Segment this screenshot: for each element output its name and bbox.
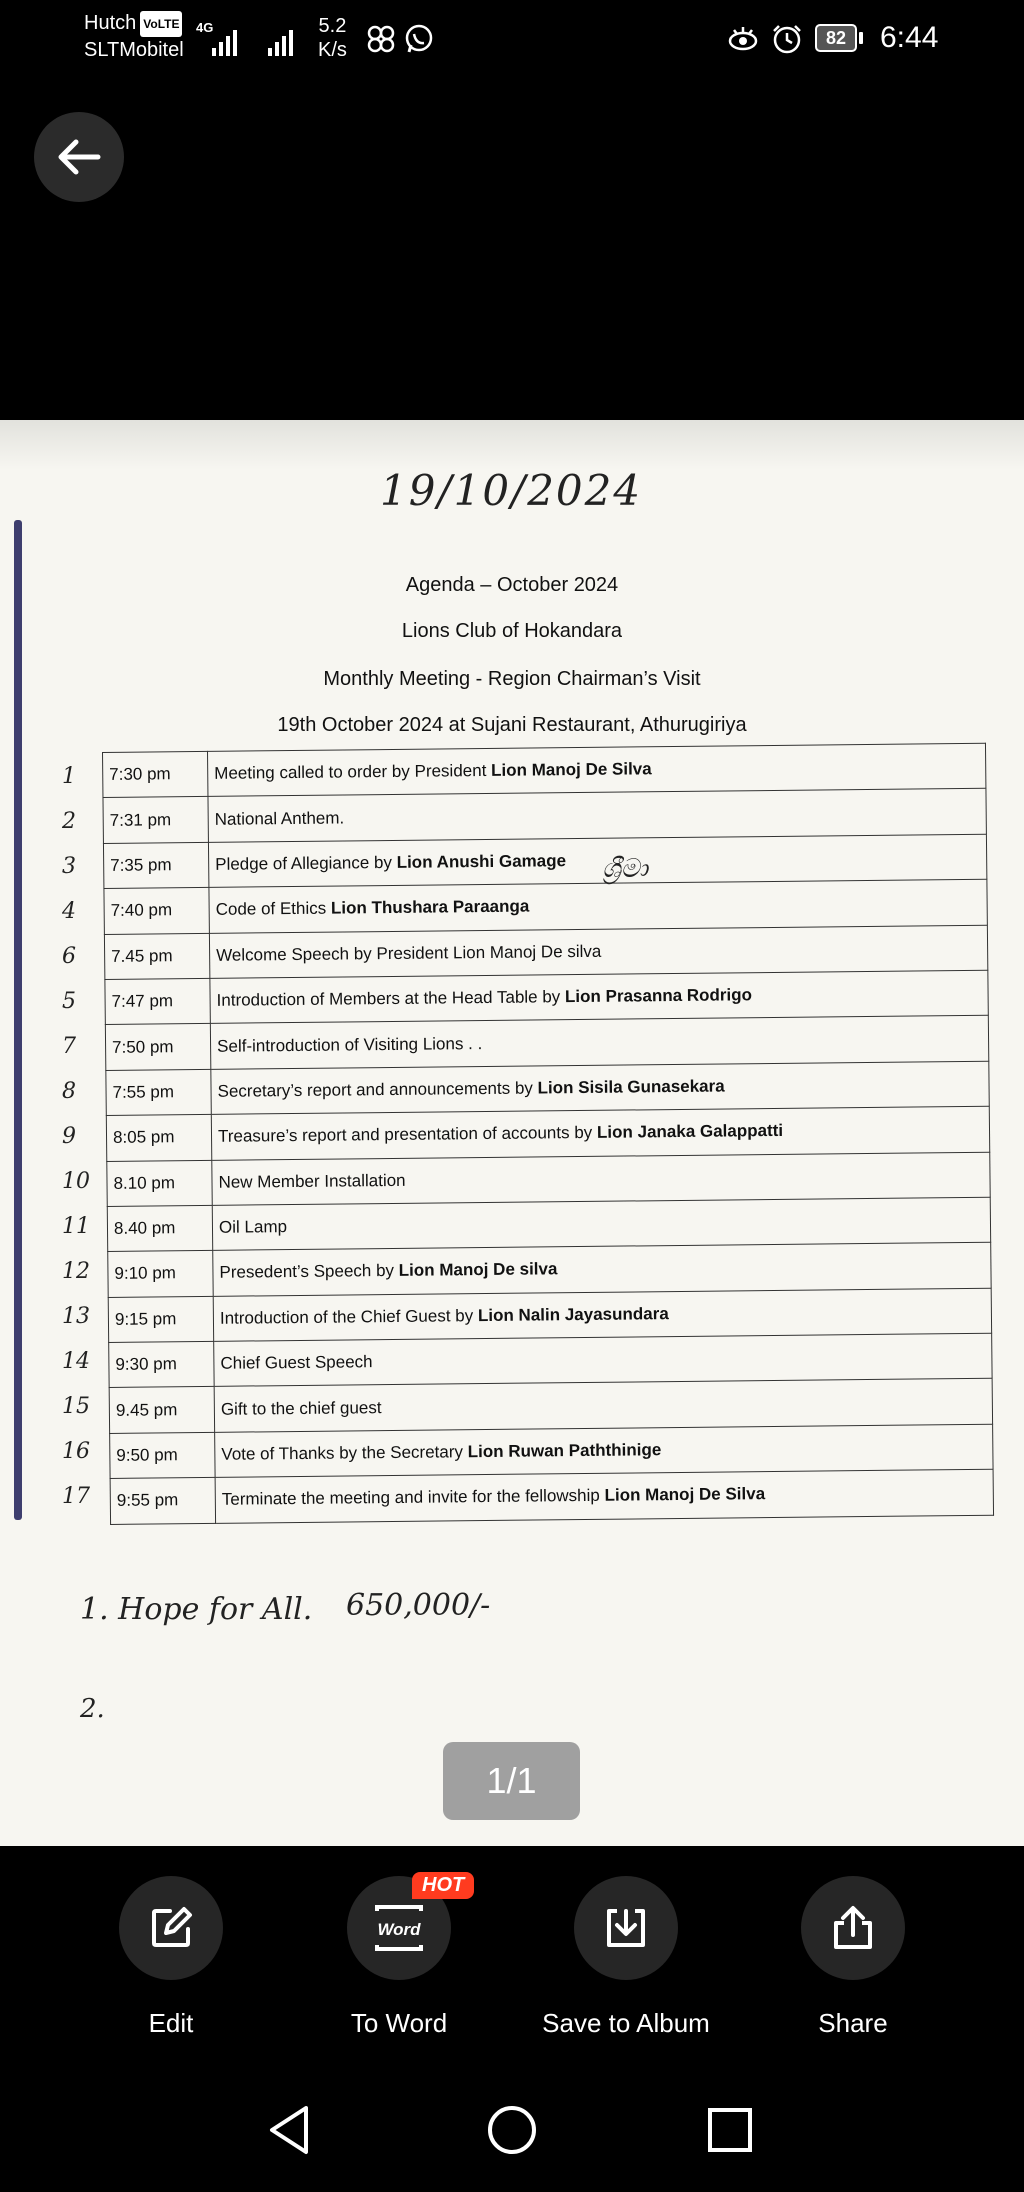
to-word-label: To Word (350, 2008, 448, 2038)
agenda-description (211, 1106, 989, 1160)
agenda-person: Lion Ruwan Paththinige (467, 1440, 662, 1462)
agenda-description (211, 1061, 989, 1115)
agenda-row (110, 1469, 993, 1524)
agenda-time: 9:50 pm (110, 1432, 215, 1478)
eye-comfort-icon (726, 22, 760, 56)
agenda-text: National Anthem. (214, 808, 345, 829)
agenda-time: 7:35 pm (103, 842, 208, 888)
carrier-1: Hutch (84, 12, 137, 34)
whatsapp-icon (402, 22, 436, 56)
row-number: 7 (62, 1034, 76, 1059)
share-icon (830, 1905, 876, 1951)
row-number: 5 (62, 989, 76, 1014)
agenda-description (212, 1197, 990, 1251)
agenda-description (214, 1379, 992, 1433)
agenda-text: Introduction of Members at the Head Table by (216, 987, 566, 1010)
agenda-text: Gift to the chief guest (220, 1397, 382, 1419)
agenda-time: 9:10 pm (108, 1251, 213, 1297)
agenda-time: 9:55 pm (110, 1478, 215, 1524)
arrow-left-icon (54, 132, 104, 182)
agenda-description (209, 879, 987, 933)
date-venue: 19th October 2024 at Sujani Restaurant, Athurugiriya (277, 714, 747, 736)
handwritten-signature: ශ්‍රීමා (602, 854, 648, 884)
agenda-person: Lion Manoj De Silva (490, 759, 652, 781)
back-button[interactable] (34, 112, 124, 202)
agenda-person: Lion Manoj De Silva (604, 1484, 766, 1506)
signal-icon (212, 22, 237, 56)
agenda-person: Lion Sisila Gunasekara (537, 1076, 725, 1098)
row-number: 15 (62, 1394, 90, 1419)
speed-value: 5.2 (318, 15, 347, 37)
handwritten-note-2: 2. (80, 1694, 105, 1724)
hot-badge: HOT (412, 1872, 474, 1899)
meeting-name: Monthly Meeting - Region Chairman’s Visit (323, 668, 701, 690)
agenda-table (102, 743, 994, 1525)
agenda-text: Welcome Speech by President Lion Manoj De silva (216, 941, 602, 965)
network-speed (318, 14, 347, 62)
agenda-description (208, 789, 986, 843)
agenda-description (215, 1469, 993, 1523)
bottom-toolbar (0, 1846, 1024, 2036)
page-shadow (0, 420, 1024, 470)
word-icon (371, 1903, 427, 1953)
agenda-text: Oil Lamp (218, 1217, 288, 1237)
agenda-time: 9:30 pm (109, 1341, 214, 1387)
battery-tip (859, 32, 863, 44)
row-number: 1 (62, 764, 76, 789)
alarm-icon (770, 22, 804, 56)
share-circle (801, 1876, 905, 1980)
edit-icon (148, 1905, 194, 1951)
agenda-time: 8.40 pm (107, 1205, 212, 1251)
handwritten-amount: 650,000/- (346, 1588, 491, 1623)
agenda-time: 7:50 pm (105, 1024, 210, 1070)
agenda-person: Lion Anushi Gamage (396, 851, 567, 872)
agenda-person: Lion Thushara Paraanga (330, 896, 530, 918)
row-number: 16 (62, 1439, 90, 1464)
row-number: 3 (62, 854, 76, 879)
agenda-description (209, 925, 987, 979)
row-number: 4 (62, 899, 76, 924)
agenda-time: 9.45 pm (109, 1387, 214, 1433)
agenda-time: 7.45 pm (104, 933, 209, 979)
agenda-text: Code of Ethics (215, 898, 332, 920)
save-to-album-button[interactable] (536, 1876, 716, 2039)
handwritten-note-1: 1. Hope for All. (80, 1592, 313, 1627)
agenda-person: Lion Nalin Jayasundara (477, 1303, 669, 1325)
to-word-button[interactable] (309, 1876, 489, 2039)
row-number: 11 (62, 1214, 90, 1239)
carrier-info (84, 10, 184, 63)
agenda-text: New Member Installation (218, 1170, 406, 1192)
share-label: Share (818, 2008, 888, 2038)
agenda-text: Introduction of the Chief Guest by (219, 1305, 479, 1328)
page-indicator: 1/1 (443, 1742, 580, 1820)
agenda-text: Treasure’s report and presentation of accounts by (217, 1123, 598, 1147)
agenda-description (214, 1333, 992, 1387)
agenda-description (213, 1288, 991, 1342)
carrier-2: SLTMobitel (84, 38, 184, 61)
word-icon-text: Word (377, 1920, 421, 1939)
handwritten-date: 19/10/2024 (380, 466, 643, 515)
agenda-text: Presedent’s Speech by (219, 1261, 399, 1283)
volte-badge: VoLTE (140, 11, 182, 37)
nav-back-icon[interactable] (260, 2100, 320, 2160)
agenda-time: 7:55 pm (106, 1069, 211, 1115)
agenda-person: Lion Manoj De silva (398, 1259, 558, 1281)
app-notification-icon (364, 22, 398, 56)
agenda-description (212, 1152, 990, 1206)
agenda-text: Chief Guest Speech (220, 1352, 373, 1374)
agenda-text: Pledge of Allegiance by (215, 852, 397, 874)
agenda-time: 7:47 pm (105, 978, 210, 1024)
status-bar (0, 0, 1024, 80)
handwritten-row-numbers (62, 754, 102, 1519)
agenda-title: Agenda – October 2024 (405, 574, 619, 596)
row-number: 14 (62, 1349, 90, 1374)
nav-recents-icon[interactable] (700, 2100, 760, 2160)
agenda-time: 7:30 pm (103, 751, 208, 797)
agenda-text: Secretary’s report and announcements by (217, 1078, 538, 1101)
download-icon (603, 1905, 649, 1951)
speed-unit: K/s (318, 39, 347, 61)
agenda-description (213, 1243, 991, 1297)
signal-icon-2 (268, 22, 293, 56)
clock: 6:44 (880, 21, 939, 54)
row-number: 9 (62, 1124, 76, 1149)
agenda-description (208, 834, 986, 888)
agenda-description (207, 743, 985, 797)
share-button[interactable] (763, 1876, 943, 2039)
agenda-table-body (103, 743, 994, 1524)
edit-label: Edit (148, 2008, 194, 2038)
agenda-text: Vote of Thanks by the Secretary (221, 1442, 468, 1464)
agenda-text: Self-introduction of Visiting Lions . . (216, 1033, 483, 1056)
row-number: 12 (62, 1259, 90, 1284)
agenda-person: Lion Prasanna Rodrigo (564, 985, 753, 1007)
agenda-time: 8.10 pm (107, 1160, 212, 1206)
agenda-person: Lion Janaka Galappatti (596, 1121, 784, 1143)
edit-button[interactable] (81, 1876, 261, 2039)
agenda-time: 7:31 pm (103, 797, 208, 843)
agenda-time: 7:40 pm (104, 888, 209, 934)
agenda-time: 9:15 pm (108, 1296, 213, 1342)
agenda-time: 8:05 pm (106, 1115, 211, 1161)
battery-indicator: 82 (815, 24, 857, 52)
row-number: 17 (62, 1484, 90, 1509)
agenda-description (215, 1424, 993, 1478)
document-image[interactable] (0, 420, 1024, 1846)
navigation-bar (0, 2070, 1024, 2190)
row-number: 6 (62, 944, 76, 969)
save-to-album-label: Save to Album (542, 2008, 710, 2038)
nav-home-icon[interactable] (482, 2100, 542, 2160)
agenda-text: Terminate the meeting and invite for the fellowship (221, 1486, 605, 1510)
edit-circle (119, 1876, 223, 1980)
row-number: 13 (62, 1304, 90, 1329)
row-number: 8 (62, 1079, 76, 1104)
save-circle (574, 1876, 678, 1980)
row-number: 10 (62, 1169, 90, 1194)
agenda-text: Meeting called to order by President (214, 761, 492, 784)
network-type: 4G (196, 20, 214, 35)
agenda-description (210, 970, 988, 1024)
row-number: 2 (62, 809, 76, 834)
agenda-description (210, 1016, 988, 1070)
club-name: Lions Club of Hokandara (401, 620, 623, 642)
